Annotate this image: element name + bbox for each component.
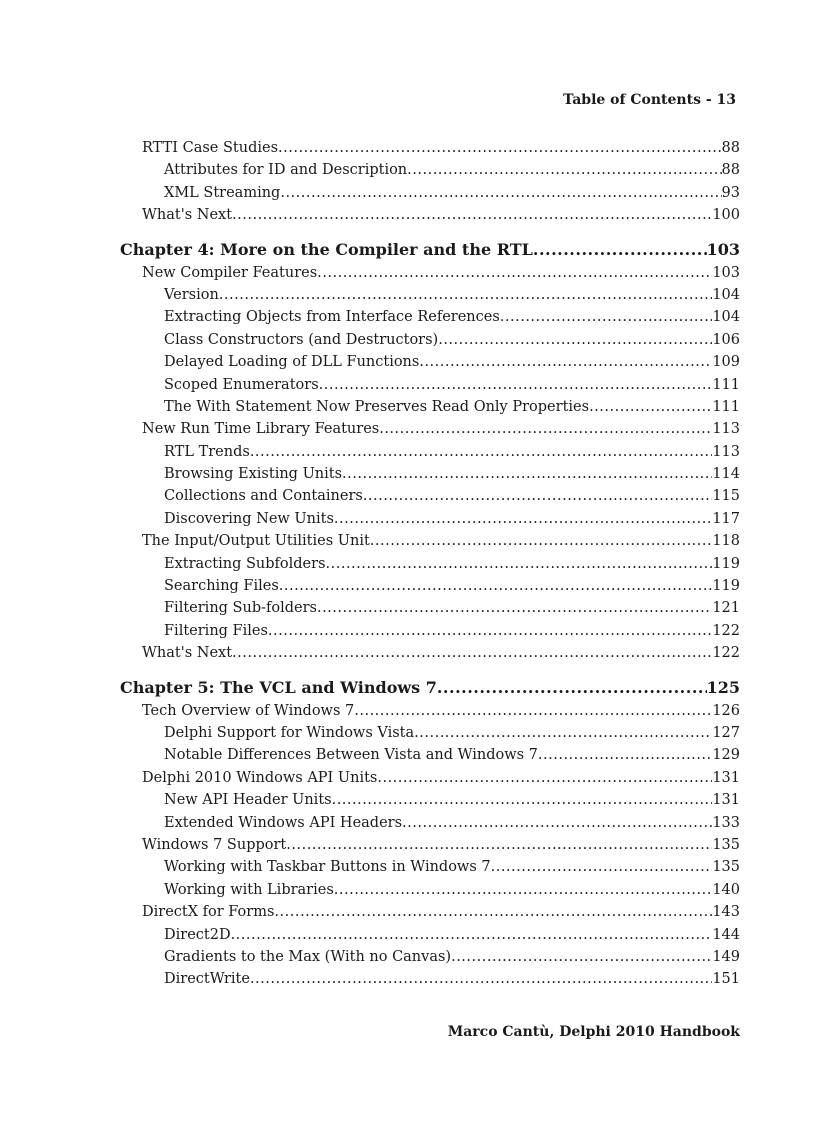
toc-entry-title: Extracting Objects from Interface References	[164, 309, 500, 326]
toc-leader-dots	[231, 924, 713, 946]
toc-page-number: 119	[712, 578, 740, 595]
toc-entry-title: DirectX for Forms	[142, 904, 275, 921]
toc-entry	[120, 946, 740, 968]
toc-entry	[120, 620, 740, 642]
toc-entry	[120, 351, 740, 373]
toc-leader-dots	[419, 351, 712, 373]
toc-entry	[120, 418, 740, 440]
toc-leader-dots	[334, 508, 712, 530]
toc-page-number: 149	[712, 948, 740, 965]
toc-entry	[120, 463, 740, 485]
toc-entry-title: Filtering Sub-folders	[164, 600, 317, 617]
toc-entry-title: Browsing Existing Units	[164, 466, 343, 483]
toc-page-number: 151	[712, 971, 740, 988]
toc-entry-title: RTL Trends	[164, 443, 250, 460]
toc-leader-dots	[377, 767, 712, 789]
toc-entry-title: Delphi 2010 Windows API Units	[142, 769, 378, 786]
toc-entry-title: Extracting Subfolders	[164, 555, 326, 572]
toc-entry	[120, 879, 740, 901]
toc-entry	[120, 767, 740, 789]
toc-entry	[120, 329, 740, 351]
toc-chapter-entry	[120, 676, 740, 700]
toc-entry-title: The With Statement Now Preserves Read Only Properties	[164, 398, 590, 415]
toc-entry	[120, 856, 740, 878]
toc-leader-dots	[402, 812, 712, 834]
toc-page-number: 111	[712, 398, 740, 415]
toc-entry	[120, 137, 740, 159]
toc-entry-title: Extended Windows API Headers	[164, 814, 403, 831]
toc-leader-dots	[286, 834, 712, 856]
toc-entry-title: Gradients to the Max (With no Canvas)	[164, 948, 452, 965]
toc-entry	[120, 485, 740, 507]
toc-entry-title: DirectWrite	[164, 971, 250, 988]
toc-page-number: 113	[712, 421, 740, 438]
toc-entry	[120, 159, 740, 181]
toc-entry	[120, 744, 740, 766]
toc-page-number: 114	[712, 466, 740, 483]
toc-leader-dots	[451, 946, 712, 968]
toc-entry-title: Searching Files	[164, 578, 279, 595]
toc-entry	[120, 834, 740, 856]
toc-page-number: 118	[712, 533, 740, 550]
toc-leader-dots	[268, 620, 712, 642]
toc-leader-dots	[326, 553, 713, 575]
toc-leader-dots	[319, 374, 713, 396]
toc-entry-title: New API Header Units	[164, 792, 332, 809]
toc-page-number: 93	[721, 184, 740, 201]
toc-page-number: 140	[712, 881, 740, 898]
toc-entry	[120, 182, 740, 204]
toc-page-number: 119	[712, 555, 740, 572]
toc-page-number: 117	[712, 510, 740, 527]
toc-page-number: 129	[712, 747, 740, 764]
toc-entry-title: Delphi Support for Windows Vista	[164, 724, 415, 741]
toc-page-number: 115	[712, 488, 740, 505]
toc-entry	[120, 374, 740, 396]
toc-entry-title: Tech Overview of Windows 7	[142, 702, 355, 719]
toc-leader-dots	[232, 642, 712, 664]
toc-leader-dots	[250, 441, 712, 463]
toc-leader-dots	[438, 329, 712, 351]
toc-page-number: 109	[712, 354, 740, 371]
toc-page-number: 135	[712, 836, 740, 853]
toc-leader-dots	[491, 856, 713, 878]
toc-entry-title: New Run Time Library Features	[142, 421, 380, 438]
toc-page-number: 135	[712, 859, 740, 876]
toc-entry	[120, 597, 740, 619]
toc-leader-dots	[354, 700, 712, 722]
toc-entry	[120, 722, 740, 744]
toc-leader-dots	[274, 901, 712, 923]
toc-page-number: 88	[721, 162, 740, 179]
toc-entry	[120, 575, 740, 597]
toc-entry-title: XML Streaming	[164, 184, 281, 201]
toc-entry-title: Filtering Files	[164, 622, 268, 639]
toc-page-number: 104	[712, 309, 740, 326]
toc-leader-dots	[533, 238, 707, 262]
toc-page-number: 122	[712, 622, 740, 639]
toc-entry-title: Chapter 5: The VCL and Windows 7	[120, 677, 437, 697]
toc-leader-dots	[232, 204, 712, 226]
toc-page-number: 144	[712, 926, 740, 943]
toc-page-number: 125	[706, 677, 740, 697]
toc-entry-title: Working with Taskbar Buttons in Windows 7	[164, 859, 491, 876]
toc-leader-dots	[334, 879, 713, 901]
toc-leader-dots	[317, 597, 712, 619]
toc-entry-title: Attributes for ID and Description	[164, 162, 408, 179]
toc-page-number: 100	[712, 207, 740, 224]
toc-entry	[120, 396, 740, 418]
toc-page-number: 131	[712, 792, 740, 809]
toc-entry-title: RTTI Case Studies	[142, 140, 279, 156]
toc-entry	[120, 789, 740, 811]
toc-page-number: 122	[712, 645, 740, 662]
toc-entry-title: Working with Libraries	[164, 881, 334, 898]
toc-leader-dots	[279, 575, 713, 597]
toc-entry-title: Scoped Enumerators	[164, 376, 319, 393]
toc-entry-title: Collections and Containers	[164, 488, 363, 505]
toc-entry-title: Discovering New Units	[164, 510, 334, 527]
toc-leader-dots	[538, 744, 712, 766]
toc-leader-dots	[219, 284, 713, 306]
toc-entry-title: Windows 7 Support	[142, 836, 287, 853]
toc-entry-title: Chapter 4: More on the Compiler and the RTL	[120, 239, 533, 259]
toc-leader-dots	[342, 463, 712, 485]
toc-page-number: 133	[712, 814, 740, 831]
toc-page-number: 121	[712, 600, 740, 617]
toc-leader-dots	[363, 485, 712, 507]
toc-leader-dots	[437, 676, 707, 700]
toc-leader-dots	[332, 789, 713, 811]
toc-entry	[120, 968, 740, 990]
toc-page-number: 143	[712, 904, 740, 921]
toc-entry	[120, 553, 740, 575]
toc-entry	[120, 924, 740, 946]
toc-entry-title: Class Constructors (and Destructors)	[164, 331, 439, 348]
toc-entry-title: What's Next	[142, 207, 233, 224]
toc-page-number: 127	[712, 724, 740, 741]
toc-leader-dots	[379, 418, 712, 440]
toc-leader-dots	[500, 306, 713, 328]
toc-entry	[120, 204, 740, 226]
toc-entry	[120, 530, 740, 552]
toc-leader-dots	[414, 722, 712, 744]
toc-page-number: 106	[712, 331, 740, 348]
toc-entry	[120, 262, 740, 284]
toc-entry	[120, 306, 740, 328]
running-header: Table of Contents - 13	[563, 92, 736, 108]
table-of-contents	[120, 137, 740, 991]
toc-leader-dots	[278, 137, 722, 159]
toc-entry-title: New Compiler Features	[142, 264, 318, 281]
toc-page-number: 88	[721, 140, 740, 156]
toc-entry-title: What's Next	[142, 645, 233, 662]
toc-leader-dots	[280, 182, 721, 204]
toc-page-number: 131	[712, 769, 740, 786]
toc-entry	[120, 508, 740, 530]
toc-entry	[120, 284, 740, 306]
toc-leader-dots	[317, 262, 712, 284]
toc-entry-title: Delayed Loading of DLL Functions	[164, 354, 420, 371]
toc-page-number: 104	[712, 286, 740, 303]
toc-entry-title: Version	[164, 286, 219, 303]
toc-entry	[120, 700, 740, 722]
toc-page-number: 126	[712, 702, 740, 719]
toc-leader-dots	[589, 396, 712, 418]
toc-entry	[120, 812, 740, 834]
toc-entry-title: The Input/Output Utilities Unit	[142, 533, 370, 550]
running-footer: Marco Cantù, Delphi 2010 Handbook	[447, 1024, 740, 1040]
toc-entry	[120, 642, 740, 664]
toc-leader-dots	[250, 968, 712, 990]
toc-page-number: 111	[712, 376, 740, 393]
toc-page-number: 113	[712, 443, 740, 460]
toc-entry	[120, 441, 740, 463]
toc-entry	[120, 901, 740, 923]
toc-leader-dots	[370, 530, 713, 552]
toc-page-number: 103	[712, 264, 740, 281]
toc-entry-title: Notable Differences Between Vista and Windows 7	[164, 747, 538, 764]
toc-entry-title: Direct2D	[164, 926, 231, 943]
toc-page-number: 103	[706, 239, 740, 259]
toc-leader-dots	[407, 159, 721, 181]
toc-chapter-entry	[120, 238, 740, 262]
